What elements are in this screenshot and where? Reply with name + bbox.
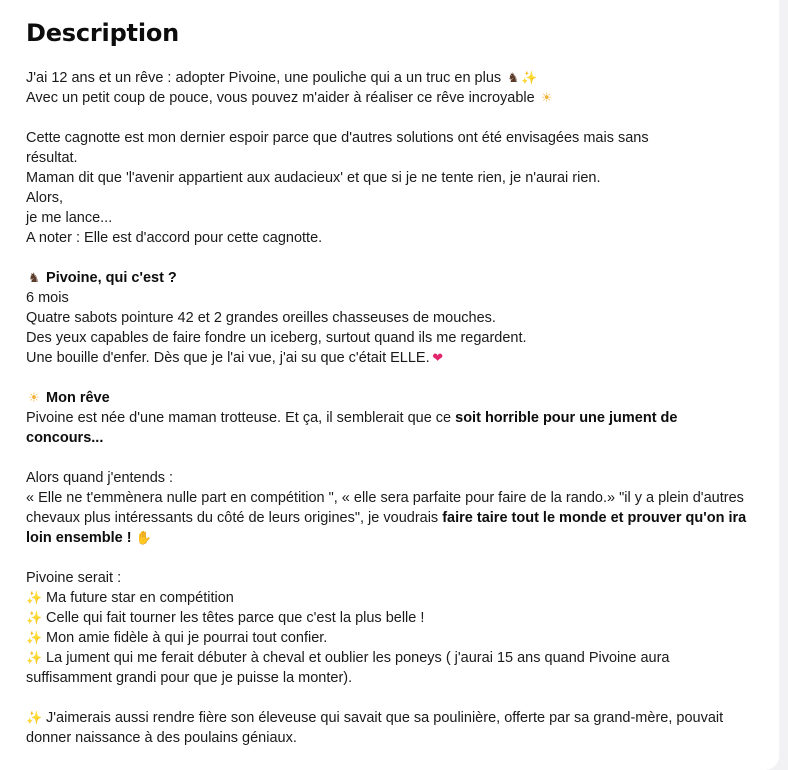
sparkles-icon: ✨	[521, 70, 538, 85]
dream-heading: ☀ Mon rêve	[26, 388, 753, 408]
context-line-4: Alors,	[26, 190, 64, 206]
context-line-6: A noter : Elle est d'accord pour cette cagnotte.	[26, 230, 323, 246]
pivoine-line-3: Des yeux capables de faire fondre un iceberg, surtout quand ils me regardent.	[26, 330, 527, 346]
pivoine-line-1: 6 mois	[26, 290, 69, 306]
context-line-5: je me lance...	[26, 210, 113, 226]
flexed-biceps-icon: ✋	[135, 530, 152, 545]
list-item: ✨ Celle qui fait tourner les têtes parce que c'est la plus belle !	[26, 610, 425, 626]
intro-line-2: Avec un petit coup de pouce, vous pouvez m'aider à réaliser ce rêve incroyable ☀	[26, 88, 753, 108]
sparkles-icon: ✨	[26, 710, 43, 725]
horse-icon: ♞	[28, 270, 40, 285]
pivoine-line-4: Une bouille d'enfer. Dès que je l'ai vue, j'ai su que c'était ELLE. ❤	[26, 348, 753, 368]
quote-paragraph: « Elle ne t'emmènera nulle part en compétition ", « elle sera parfaite pour faire de la rando.» "il y a plein d'autres chevaux plus intéressants du côté de leurs origines", je voudrais faire taire tout le monde et prouver qu'on ira loin ensemble ! ✋	[26, 490, 747, 546]
pivoine-heading: ♞ Pivoine, qui c'est ?	[26, 268, 753, 288]
context-line-1: Cette cagnotte est mon dernier espoir parce que d'autres solutions ont été envisagées mais sans	[26, 130, 649, 146]
description-body	[26, 68, 753, 748]
sparkles-icon: ✨	[26, 630, 43, 645]
quote-intro: Alors quand j'entends :	[26, 470, 174, 486]
sun-icon: ☀	[28, 390, 40, 405]
sparkles-icon: ✨	[26, 590, 43, 605]
context-line-3: Maman dit que 'l'avenir appartient aux audacieux' et que si je ne tente rien, je n'aurai rien.	[26, 170, 601, 186]
dream-paragraph: Pivoine est née d'une maman trotteuse. Et ça, il semblerait que ce soit horrible pour une jument de concours...	[26, 410, 678, 446]
heart-icon: ❤	[432, 350, 444, 365]
context-line-2: résultat.	[26, 150, 78, 166]
list-item: ✨ La jument qui me ferait débuter à cheval et oublier les poneys ( j'aurai 15 ans quand Pivoine aura suffisamment grandi pour que je puisse la monter).	[26, 650, 670, 686]
intro-line-1: J'ai 12 ans et un rêve : adopter Pivoine, une pouliche qui a un truc en plus ♞ ✨	[26, 70, 538, 86]
serait-intro: Pivoine serait :	[26, 570, 122, 586]
closing-paragraph: ✨ J'aimerais aussi rendre fière son éleveuse qui savait que sa poulinière, offerte par sa grand-mère, pouvait donner naissance à des poulains géniaux.	[26, 710, 724, 746]
list-item: ✨ Mon amie fidèle à qui je pourrai tout confier.	[26, 630, 328, 646]
sun-icon: ☀	[540, 90, 553, 105]
list-item: ✨ Ma future star en compétition	[26, 590, 234, 606]
pivoine-line-2: Quatre sabots pointure 42 et 2 grandes oreilles chasseuses de mouches.	[26, 310, 496, 326]
section-title: Description	[26, 19, 180, 47]
horse-icon: ♞	[507, 70, 519, 85]
sparkles-icon: ✨	[26, 650, 43, 665]
sparkles-icon: ✨	[26, 610, 43, 625]
